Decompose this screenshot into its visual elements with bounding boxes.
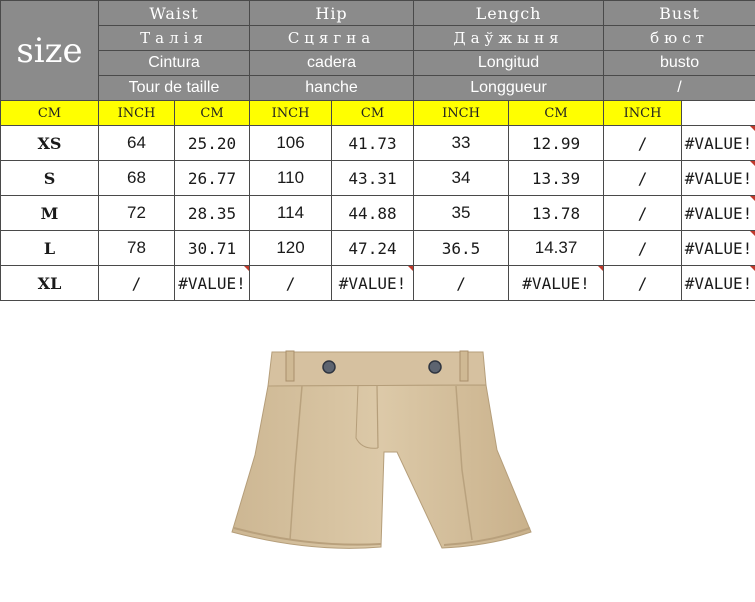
button-icon [323, 361, 335, 373]
table-cell: / [250, 266, 332, 301]
row-size-label: S [1, 161, 99, 196]
waist-header-fr: Tour de taille [99, 76, 250, 101]
table-cell: 110 [250, 161, 332, 196]
table-cell: 68 [99, 161, 175, 196]
row-size-label: L [1, 231, 99, 266]
table-cell: 30.71 [175, 231, 250, 266]
table-cell: 13.39 [509, 161, 604, 196]
table-cell: 13.78 [509, 196, 604, 231]
unit-cell: CM [175, 101, 250, 126]
length-header-es: Longitud [414, 51, 604, 76]
row-size-label: M [1, 196, 99, 231]
bust-header-fr: / [604, 76, 755, 101]
table-row [1, 126, 755, 161]
table-cell: 41.73 [332, 126, 414, 161]
table-row [1, 266, 755, 301]
button-icon [429, 361, 441, 373]
belt-loop [460, 351, 468, 381]
shorts-body [232, 385, 531, 548]
table-cell: 35 [414, 196, 509, 231]
table-cell: #VALUE! [682, 266, 755, 301]
table-cell: / [414, 266, 509, 301]
waist-header-en: Waist [99, 1, 250, 26]
row-size-label: XS [1, 126, 99, 161]
table-cell: 47.24 [332, 231, 414, 266]
table-cell: 34 [414, 161, 509, 196]
table-cell: #VALUE! [682, 126, 755, 161]
table-cell: / [604, 231, 682, 266]
table-cell: 120 [250, 231, 332, 266]
hip-header-en: Hip [250, 1, 414, 26]
table-cell: #VALUE! [509, 266, 604, 301]
length-header-en: Lengch [414, 1, 604, 26]
table-cell: #VALUE! [682, 161, 755, 196]
table-cell: / [604, 161, 682, 196]
shorts-waistband [268, 352, 486, 386]
table-cell: #VALUE! [682, 196, 755, 231]
table-cell: / [604, 196, 682, 231]
unit-cell: INCH [250, 101, 332, 126]
bust-header-es: busto [604, 51, 755, 76]
length-header-fr: Longgueur [414, 76, 604, 101]
table-cell: 28.35 [175, 196, 250, 231]
table-cell: #VALUE! [682, 231, 755, 266]
bust-header-en: Bust [604, 1, 755, 26]
hip-header-es: cadera [250, 51, 414, 76]
table-cell: / [604, 126, 682, 161]
table-cell: #VALUE! [332, 266, 414, 301]
table-cell: 72 [99, 196, 175, 231]
waist-header-es: Cintura [99, 51, 250, 76]
table-cell: 36.5 [414, 231, 509, 266]
shorts-product-image [0, 303, 755, 602]
hip-header-uk: Сцягна [250, 26, 414, 51]
table-cell: 43.31 [332, 161, 414, 196]
length-header-uk: Даўжыня [414, 26, 604, 51]
table-cell: 25.20 [175, 126, 250, 161]
table-row [1, 196, 755, 231]
table-cell: 12.99 [509, 126, 604, 161]
table-row [1, 161, 755, 196]
size-header: size [1, 1, 99, 101]
table-cell: 44.88 [332, 196, 414, 231]
row-size-label: XL [1, 266, 99, 301]
unit-cell: CM [1, 101, 99, 126]
table-cell: 64 [99, 126, 175, 161]
hip-header-fr: hanche [250, 76, 414, 101]
table-cell: 26.77 [175, 161, 250, 196]
table-cell: 114 [250, 196, 332, 231]
table-cell: #VALUE! [175, 266, 250, 301]
belt-loop [286, 351, 294, 381]
table-cell: 14.37 [509, 231, 604, 266]
table-cell: / [99, 266, 175, 301]
table-cell: 78 [99, 231, 175, 266]
unit-cell: INCH [414, 101, 509, 126]
table-cell: 33 [414, 126, 509, 161]
unit-cell: INCH [99, 101, 175, 126]
table-cell: / [604, 266, 682, 301]
unit-cell: CM [332, 101, 414, 126]
table-cell: 106 [250, 126, 332, 161]
waist-header-uk: Талія [99, 26, 250, 51]
unit-cell: INCH [604, 101, 682, 126]
unit-cell: CM [509, 101, 604, 126]
table-row [1, 231, 755, 266]
bust-header-uk: бюст [604, 26, 755, 51]
